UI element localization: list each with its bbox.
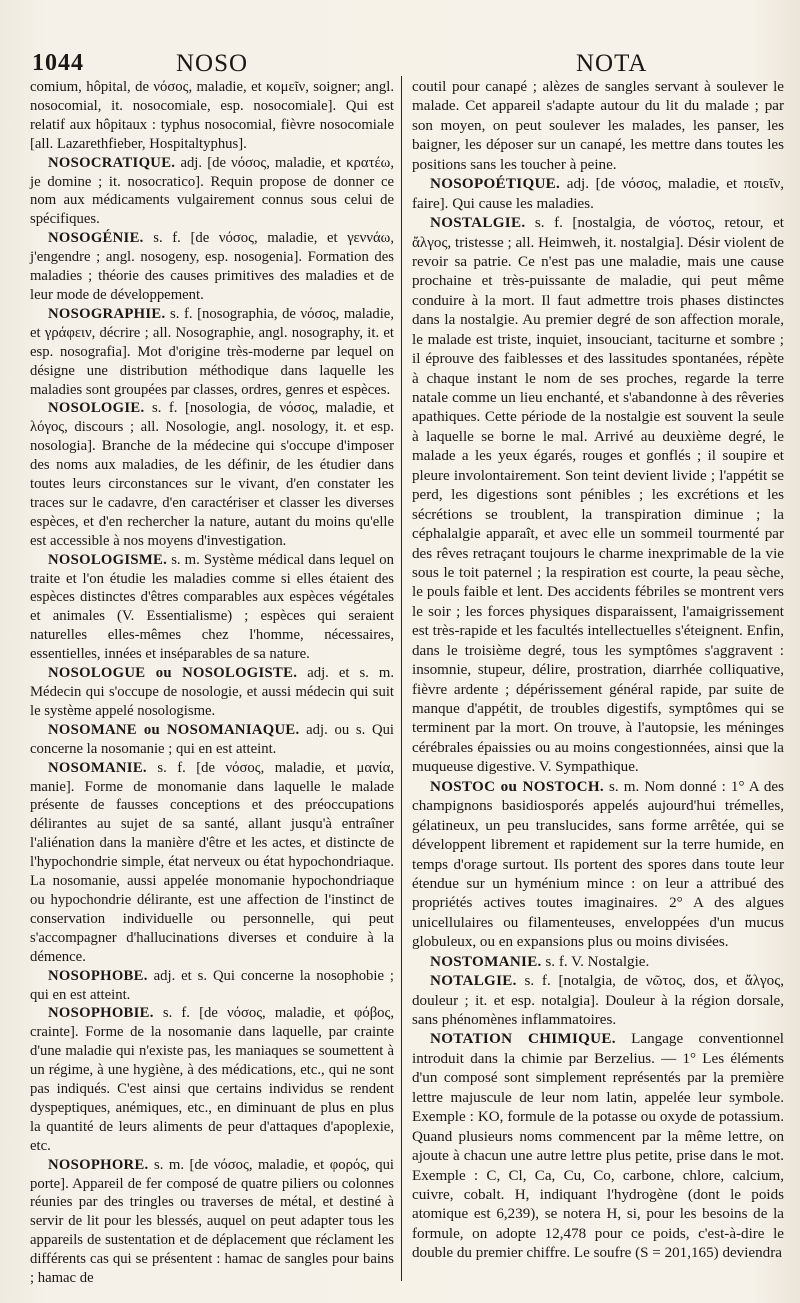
entry-text: s. f. [nosographia, de νόσος, maladie, et γράφειν, décrire ; all. Nosographie, angl. nosography, it. et esp. nosografia]. Mot d'origine très-moderne par lequel on désigne une distribution méthodique dans laquelle les maladies sont groupées par classes, ordres, genres et espèces.	[30, 305, 394, 398]
left-running-head: NOSO	[176, 50, 249, 77]
dictionary-entry	[30, 967, 394, 1005]
dictionary-entry	[412, 972, 784, 1030]
entry-text: coutil pour canapé ; alèzes de sangles servant à soulever le malade. Cet appareil s'adapte autour du lit du malade ; par son moyen, on peut soulever les malades, les panser, les baigner, les déposer sur un canapé, les mettre dans toutes les positions sans les toucher à peine.	[412, 79, 784, 173]
entry-headword: NOSOLOGUE ou NOSOLOGISTE.	[48, 665, 298, 682]
entry-headword: NOSOGRAPHIE.	[48, 305, 166, 322]
entry-headword: NOSOPHOBIE.	[48, 1005, 154, 1022]
right-running-head: NOTA	[576, 50, 648, 77]
entry-headword: NOSOPHORE.	[48, 1156, 149, 1173]
entry-headword: NOSTALGIE.	[430, 215, 526, 232]
entry-headword: NOSOGÉNIE.	[48, 230, 144, 247]
entry-headword: NOSOPHOBE.	[48, 967, 148, 984]
dictionary-entry	[30, 154, 394, 230]
entry-text: adj. [de νόσος, maladie, et ποιεῖν, faire]. Qui cause les maladies.	[412, 176, 784, 212]
entry-headword: NOSOPOÉTIQUE.	[430, 176, 561, 193]
entry-text: adj. et s. m. Médecin qui s'occupe de nosologie, et aussi médecin qui suit le système appelé nosologisme.	[30, 665, 394, 719]
entry-text: s. f. [de νόσος, maladie, et μανία, manie]. Forme de monomanie dans laquelle le malade présente de fausses conceptions et des préoccupations délirantes au sujet de sa santé, allant jusqu'à entraîner l'aliénation dans la manière d'être et les actes, et distincte de l'hypochondrie simple, état nerveux ou état hypochondriaque. La nosomanie, aussi appelée monomanie hypochondriaque ou hypochondrie délirante, est une affection de l'instinct de conservation individuelle ou personnelle, qui peut s'accompagner d'hallucinations diverses et conduire à la démence.	[30, 759, 394, 965]
entry-text: s. m. Nom donné : 1° A des champignons basidiosporés appelés aujourd'hui trémelles, gélatineux, un peu translucides, sans forme arrêtée, qui se développent librement et rapidement sur la terre humide, en temps d'orage surtout. Ils portent des spores dans toute leur étendue sur un hyménium mince : on leur a attribué des propriétés actives toutes imaginaires. 2° A des algues unicellulaires ou filamenteuses, enveloppées d'un mucus globuleux, ou en expansions plus ou moins divisées.	[412, 778, 784, 951]
page-number: 1044	[32, 50, 84, 76]
entry-text: adj. et s. Qui concerne la nosophobie ; qui en est atteint.	[30, 967, 394, 1003]
entry-headword: NOSOCRATIQUE.	[48, 154, 176, 171]
entry-text: s. f. [nosologia, de νόσος, maladie, et λόγος, discours ; all. Nosologie, angl. nosology, it. et esp. nosologia]. Branche de la médecine qui s'occupe d'imposer des noms aux maladies, de les définir, de les étudier dans toutes leurs circonstances sur le vivant, d'en constater les traces sur le cadavre, d'en caractériser et classer les diverses espèces, et d'en rechercher la nature, autant du moins qu'elle est accessible à nos moyens d'investigation.	[30, 400, 394, 549]
entry-text: s. f. [de νόσος, maladie, et γεννάω, j'engendre ; angl. nosogeny, esp. nosogenia]. Formation des maladies ; théorie des causes primitives des maladies et de leur mode de développement.	[30, 230, 394, 303]
entry-headword: NOSOLOGISME.	[48, 551, 168, 568]
dictionary-entry	[412, 175, 784, 214]
entry-text: adj. [de νόσος, maladie, et κρατέω, je domine ; it. nosocratico]. Requin propose de donner ce nom aux médicaments vulgairement connus sous celui de spécifiques.	[30, 154, 394, 228]
entry-text: s. f. [de νόσος, maladie, et φόβος, crainte]. Forme de la nosomanie dans laquelle, par crainte d'une maladie qui n'existe pas, les maniaques se soumettent à un régime, à une hygiène, à des médications, etc., qui ne sont pas indiqués. C'est ainsi que certains individus se rendent dyspeptiques, anémiques, etc., en diminuant de plus en plus la quantité de leurs aliments de peur d'attaques d'apoplexie, etc.	[30, 1005, 394, 1154]
entry-headword: NOSOMANE ou NOSOMANIAQUE.	[48, 721, 300, 738]
entry-headword: NOSTOMANIE.	[430, 953, 542, 970]
entry-headword: NOSOMANIE.	[48, 759, 147, 776]
dictionary-entry	[30, 229, 394, 305]
entry-headword: NOTALGIE.	[430, 973, 517, 990]
entry-text: s. m. Système médical dans lequel on traite et l'on étudie les maladies comme si elles étaient des espèces distinctes d'êtres comparables aux espèces végétales et animales (V. Essentialisme) ; espèces qui seraient naturelles elles-mêmes chez l'homme, nécessaires, essentielles, innées et inséparables de sa nature.	[30, 551, 394, 663]
dictionary-entry	[30, 664, 394, 721]
dictionary-entry	[412, 78, 784, 175]
entry-text: s. m. [de νόσος, maladie, et φορός, qui porte]. Appareil de fer composé de quatre piliers ou colonnes réunies par des tringles ou traverses de métal, et destiné à servir de lit pour les blessés, auquel on peut adapter tous les appareils de sustentation et de déplacement que réclament les différents cas qui se présentent : hamac de sangles pour bains ; hamac de	[30, 1156, 394, 1287]
dictionary-entry	[412, 778, 784, 953]
entry-text: Langage conventionnel introduit dans la chimie par Berzelius. — 1° Les éléments d'un composé sont simplement représentés par la première lettre majuscule de leur nom latin, appelée leur symbole. Exemple : KO, formule de la potasse ou oxyde de potassium. Quand plusieurs noms commencent par la même lettre, on ajoute à chacun une autre lettre plus petite, prise dans le mot. Exemple : C, Cl, Ca, Cu, Co, carbone, chlore, calcium, cuivre, cobalt. H, indiquant l'hydrogène (dont le poids atomique est 6,239), se notera H, si, pour les besoins de la formule, on adopte 12,478 pour ce poids, c'est-à-dire le double du premier chiffre. Le soufre (S = 201,165) deviendra	[412, 1031, 784, 1262]
entry-headword: NOTATION CHIMIQUE.	[430, 1031, 616, 1048]
entry-headword: NOSOLOGIE.	[48, 400, 145, 417]
entry-text: comium, hôpital, de νόσος, maladie, et κομεῖν, soigner; angl. nosocomial, it. nosocomiale, esp. nosocomiale]. Qui est relatif aux hôpitaux : typhus nosocomial, fièvre nosocomiale [all. Lazarethfieber, Hospitaltyphus].	[30, 79, 394, 152]
left-column	[30, 78, 394, 1288]
dictionary-entry	[30, 78, 394, 154]
entry-text: s. f. [nostalgia, de νόστος, retour, et ἄλγος, tristesse ; all. Heimweh, it. nostalgia]. Désir violent de revoir sa patrie. Ce n'est pas une maladie, mais une cause prochaine et très-puissante de maladie, qui peut même conduire à la mort. Il faut admettre trois phases distinctes dans la nostalgie. Au premier degré de son affection morale, le malade est triste, inquiet, insouciant, taciturne et sombre ; il éprouve des faiblesses et des lassitudes spontanées, répète à chaque instant le nom de ses proches, regarde la terre natale comme un lieu enchanté, et s'abandonne à des rêveries apathiques. Cette période de la nostalgie est souvent la seule à laquelle se borne le mal. Arrivé au deuxième degré, le malade a les yeux égarés, rouges et gonflés ; il soupire et pleure involontairement. Son teint devient livide ; l'appétit se perd, les digestions sont pénibles ; les excrétions et les sécrétions se troublent, la transpiration diminue ; la céphalalgie apparaît, et avec elle un sommeil tourmenté par des rêves retraçant toujours le charme inexprimable de la vie sous le toit paternel ; la respiration est courte, la peau sèche, le pouls faible et lent. Des accidents fébriles se montrent vers le soir ; les forces physiques disparaissent, l'amaigrissement est très-rapide et les facultés intellectuelles s'éteignent. Enfin, dans le troisième degré, tous les symptômes s'aggravent : insomnie, stupeur, délire, prostration, diarrhée colliquative, fièvre ardente ; dépérissement général rapide, par suite de manque d'appétit, de troubles digestifs, symptômes qui se terminent par la mort. On trouve, à l'autopsie, les méninges cérébrales épaissies ou au moins congestionnées, ainsi que la muqueuse digestive. V. Sympathique.	[412, 215, 784, 776]
dictionary-entry	[412, 214, 784, 778]
dictionary-entry	[30, 1156, 394, 1288]
column-divider	[401, 76, 402, 1281]
entry-text: s. f. V. Nostalgie.	[541, 953, 650, 970]
dictionary-entry	[30, 1004, 394, 1155]
right-column	[412, 78, 784, 1264]
dictionary-entry	[30, 721, 394, 759]
entry-text: s. f. [notalgia, de νῶτος, dos, et ἄλγος, douleur ; it. et esp. notalgia]. Douleur à la région dorsale, sans phénomènes inflammatoires.	[412, 973, 784, 1028]
dictionary-entry	[30, 305, 394, 400]
dictionary-entry	[30, 551, 394, 664]
dictionary-entry	[30, 399, 394, 550]
entry-text: adj. ou s. Qui concerne la nosomanie ; qui en est atteint.	[30, 721, 394, 757]
dictionary-entry	[30, 759, 394, 967]
entry-headword: NOSTOC ou NOSTOCH.	[430, 778, 604, 795]
dictionary-entry	[412, 1030, 784, 1263]
dictionary-entry	[412, 953, 784, 972]
